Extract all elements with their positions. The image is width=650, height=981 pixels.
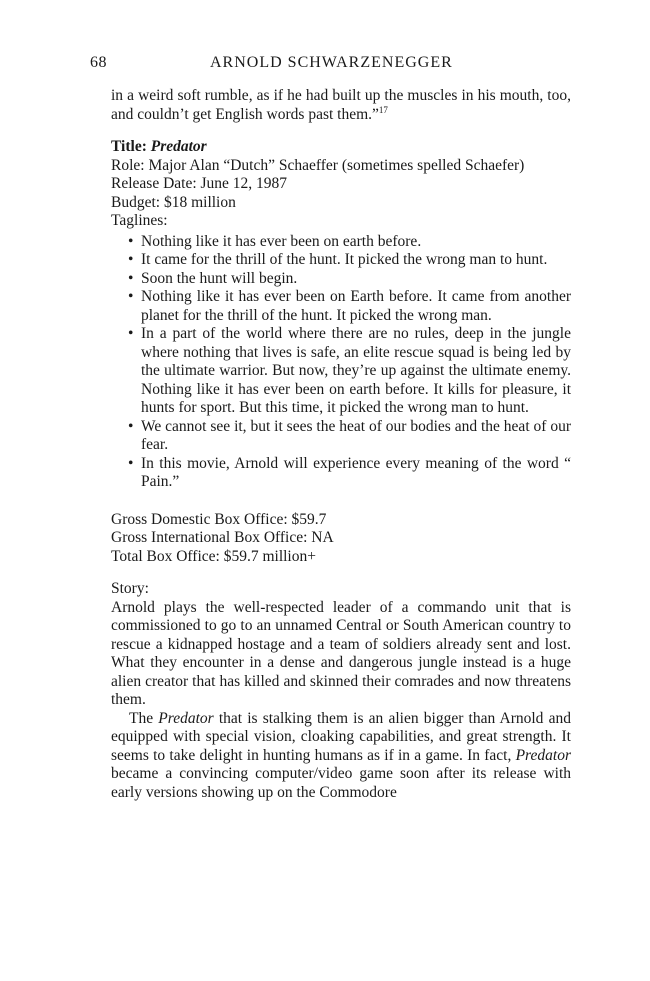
intro-text: in a weird soft rumble, as if he had built up the muscles in his mouth, too, and couldn’t get English words past them.” — [111, 87, 571, 123]
tagline-item — [128, 325, 571, 418]
film-name-italic: Predator — [515, 746, 571, 764]
page-body — [111, 87, 571, 802]
tagline-item — [128, 288, 571, 325]
gross-domestic: Gross Domestic Box Office: $59.7 — [111, 510, 327, 528]
taglines-label: Taglines: — [111, 212, 168, 229]
story-section — [111, 580, 571, 802]
tagline-item — [128, 269, 571, 289]
film-role: Role: Major Alan “Dutch” Schaeffer (sometimes spelled Schaefer) — [111, 156, 525, 174]
film-title-value: Predator — [150, 138, 207, 155]
story-label: Story: — [111, 580, 149, 597]
total-box-office: Total Box Office: $59.7 million+ — [111, 547, 316, 565]
bullet-icon: • — [128, 288, 134, 305]
box-office-info — [111, 511, 571, 567]
film-title-label: Title: — [111, 138, 151, 155]
tagline-item — [128, 417, 571, 455]
film-name-italic: Predator — [158, 709, 214, 727]
tagline-text: In a part of the world where there are no rules, deep in the jungle where nothing that lives is safe, an elite rescue squad is being led by the ultimate warrior. But now, they’re up against the ultimate enemy. Nothing like it has ever been on earth before. It kills for pleasure, it hunts for sport. But this time, it picked the wrong man to hunt. — [141, 325, 571, 416]
bullet-icon: • — [128, 251, 134, 268]
footnote-ref: 17 — [378, 104, 388, 115]
film-release-date: Release Date: June 12, 1987 — [111, 175, 288, 192]
bullet-icon: • — [128, 417, 134, 435]
story-paragraph-2: The Predator that is stalking them is an alien bigger than Arnold and equipped with special vision, cloaking capabilities, and great strength. It seems to take delight in hunting humans as if in a game. In fact, Predator became a convincing computer/video game soon after its release with early versions showing up on the Commodore — [111, 709, 571, 801]
bullet-icon: • — [128, 325, 134, 342]
film-title — [111, 138, 571, 157]
intro-paragraph — [111, 87, 571, 124]
tagline-text: It came for the thrill of the hunt. It picked the wrong man to hunt. — [141, 251, 548, 268]
tagline-text: Soon the hunt will begin. — [141, 269, 298, 287]
story-paragraph-1: Arnold plays the well-respected leader of a commando unit that is commissioned to go to an unnamed Central or South American country to rescue a kidnapped hostage and a team of soldiers already sent and lost. What they encounter in a dense and dangerous jungle instead is a huge alien creator that has killed and skinned their comrades and now threatens them. — [111, 598, 571, 708]
tagline-text: Nothing like it has ever been on Earth before. It came from another planet for the thrill of the hunt. It picked the wrong man. — [141, 288, 571, 324]
tagline-text: Nothing like it has ever been on earth before. — [141, 232, 422, 250]
tagline-item — [128, 454, 571, 492]
film-info — [111, 138, 571, 492]
tagline-text: In this movie, Arnold will experience every meaning of the word “ Pain.” — [141, 454, 571, 490]
taglines-list — [111, 233, 571, 492]
tagline-item — [128, 232, 571, 252]
running-head — [90, 54, 570, 76]
bullet-icon: • — [128, 454, 134, 472]
tagline-item — [128, 251, 571, 270]
bullet-icon: • — [128, 232, 134, 250]
running-title: ARNOLD SCHWARZENEGGER — [210, 54, 453, 71]
tagline-text: We cannot see it, but it sees the heat of our bodies and the heat of our fear. — [141, 417, 571, 453]
gross-international: Gross International Box Office: NA — [111, 529, 334, 546]
bullet-icon: • — [128, 269, 134, 287]
film-budget: Budget: $18 million — [111, 193, 236, 211]
page-number: 68 — [90, 54, 107, 71]
